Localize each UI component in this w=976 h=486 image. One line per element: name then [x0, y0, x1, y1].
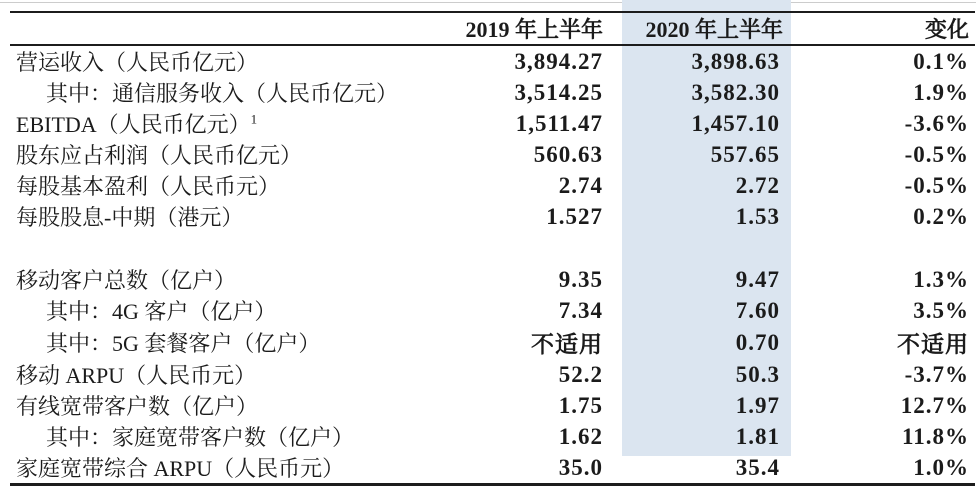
value-2019: 560.63 — [533, 141, 603, 167]
table-row — [10, 359, 975, 390]
value-2019: 7.34 — [558, 297, 603, 323]
value-change: 1.9% — [913, 79, 969, 105]
row-label: 家庭宽带综合 ARPU（人民币元） — [16, 456, 345, 481]
top-hairline-divider — [0, 2, 976, 3]
table-row — [10, 139, 975, 170]
value-2020: 35.4 — [735, 454, 780, 480]
value-change: 0.2% — [913, 203, 969, 229]
value-change: -0.5% — [904, 141, 969, 167]
value-change: 12.7% — [900, 392, 969, 418]
row-label: 股东应占利润（人民币亿元） — [16, 143, 303, 168]
value-change: -3.6% — [904, 110, 969, 136]
table-row — [10, 295, 975, 326]
table-row — [10, 264, 975, 295]
table-header — [10, 12, 975, 45]
row-label: 营运收入（人民币亿元） — [16, 50, 259, 75]
table-row — [10, 421, 975, 452]
value-2019: 2.74 — [558, 172, 603, 198]
row-label: EBITDA（人民币亿元）$^1$ — [16, 111, 258, 137]
row-label: 每股基本盈利（人民币元） — [16, 174, 281, 199]
row-label: 其中：5G 套餐客户（亿户） — [46, 331, 321, 356]
value-2019: 1.527 — [546, 203, 603, 229]
row-label: 其中：4G 客户（亿户） — [46, 299, 277, 324]
value-2020: 50.3 — [735, 361, 780, 387]
footnote-marker: 1 — [250, 111, 258, 127]
value-change: 11.8% — [902, 423, 969, 449]
header-change: 变化 — [924, 17, 969, 42]
value-2019: 1.62 — [558, 423, 603, 449]
value-2020: 7.60 — [735, 297, 780, 323]
value-2019: 52.2 — [558, 361, 603, 387]
table-row — [10, 45, 975, 77]
value-2019: 35.0 — [558, 454, 603, 480]
value-2019: 不适用 — [531, 332, 603, 357]
value-change: 不适用 — [897, 332, 969, 357]
value-2020: 0.70 — [735, 329, 780, 355]
row-label: 有线宽带客户数（亿户） — [16, 394, 259, 419]
financial-results-table — [10, 11, 975, 486]
value-2020: 1,457.10 — [691, 110, 780, 136]
table-row — [10, 108, 975, 139]
table-body — [10, 45, 975, 485]
header-2020-h1: 2020 年上半年 — [645, 17, 783, 42]
table-row — [10, 201, 975, 232]
table-row — [10, 77, 975, 108]
value-2019: 1.75 — [558, 392, 603, 418]
table-row — [10, 452, 975, 485]
value-2020: 9.47 — [735, 266, 780, 292]
value-change: -0.5% — [904, 172, 969, 198]
header-row — [10, 12, 975, 45]
value-change: 1.0% — [913, 454, 969, 480]
spacer-row — [10, 232, 975, 264]
value-change: -3.7% — [904, 361, 969, 387]
value-2019: 3,894.27 — [514, 48, 603, 74]
value-2020: 3,898.63 — [691, 48, 780, 74]
value-change: 3.5% — [913, 297, 969, 323]
value-2019: 3,514.25 — [514, 79, 603, 105]
table-row — [10, 390, 975, 421]
row-label: 其中：家庭宽带客户数（亿户） — [46, 425, 355, 450]
value-2019: 1,511.47 — [515, 110, 603, 136]
value-2020: 2.72 — [735, 172, 780, 198]
spacer-cell — [10, 232, 975, 264]
header-label-column — [10, 12, 420, 45]
table-row — [10, 170, 975, 201]
header-2019-h1: 2019 年上半年 — [465, 17, 603, 42]
row-label: 移动客户总数（亿户） — [16, 268, 237, 293]
row-label: 移动 ARPU（人民币元） — [16, 363, 257, 388]
value-change: 0.1% — [913, 48, 969, 74]
value-2020: 557.65 — [710, 141, 780, 167]
table-row — [10, 326, 975, 359]
value-2020: 1.81 — [735, 423, 780, 449]
value-2019: 9.35 — [558, 266, 603, 292]
row-label: 其中：通信服务收入（人民币亿元） — [46, 81, 399, 106]
value-change: 1.3% — [913, 266, 969, 292]
value-2020: 1.97 — [735, 392, 780, 418]
value-2020: 1.53 — [735, 203, 780, 229]
value-2020: 3,582.30 — [691, 79, 780, 105]
row-label: 每股股息-中期（港元） — [16, 205, 244, 230]
